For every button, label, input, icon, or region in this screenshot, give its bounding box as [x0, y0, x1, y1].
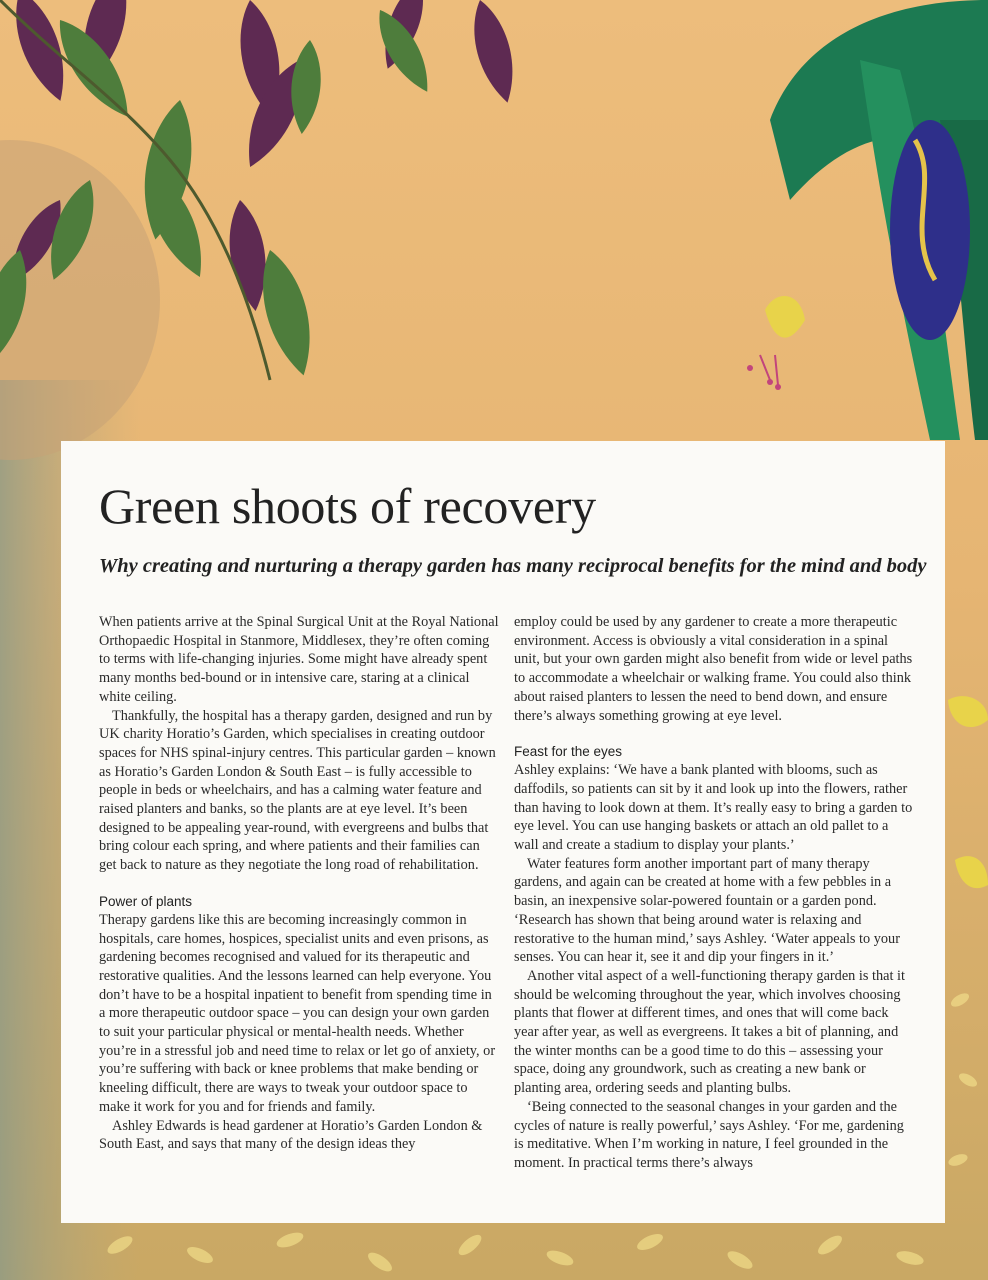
paragraph: Ashley explains: ‘We have a bank planted with blooms, such as daffodils, so patients can sit by it and look up into the flowers, rather than having to look down at them. It’s really easy to bring a garden to eye level. You can use hanging baskets or attach an old pallet to a wall and create a stadium to display your plants.’ — [514, 762, 913, 854]
paragraph: When patients arrive at the Spinal Surgical Unit at the Royal National Orthopaedic Hospital in Stanmore, Middlesex, they’re often coming to terms with life-changing injuries. Some might have already spent many months bed-bound or in intensive care, staring at a clinical white ceiling. — [99, 614, 499, 705]
paragraph: Thankfully, the hospital has a therapy garden, designed and run by UK charity Horatio’s Garden, which specialises in creating outdoor spaces for NHS spinal-injury centres. This particular garden – known as Horatio’s Garden London & South East – is fully accessible to people in beds or wheelchairs, and has a calming water feature and raised planters and banks, so the plants are at eye level. It’s been designed to be appealing year-round, with evergreens and bulbs that bring colour each spring, and where patients and their families can get back to nature as they negotiate the long road of rehabilitation. — [99, 707, 496, 874]
article-title: Green shoots of recovery — [99, 478, 596, 534]
paragraph: Therapy gardens like this are becoming increasingly common in hospitals, care homes, hospices, specialist units and even prisons, as gardening becomes recognised and valued for its therapeutic and restorative qualities. And the lessons learned can help everyone. You don’t have to be a hospital inpatient to benefit from spending time in a more therapeutic outdoor space – you can design your own garden to suit your particular physical or mental-health needs. Whether you’re in a stressful job and need time to relax or let go of anxiety, or you’re suffering with back or knee problems that make bending or kneeling difficult, there are ways to tweak your outdoor space to make it work for you and for friends and family. — [99, 911, 496, 1115]
right-column — [514, 613, 914, 1173]
article-card — [61, 441, 945, 1223]
section-heading: Power of plants — [99, 893, 193, 909]
section-heading: Feast for the eyes — [514, 744, 623, 760]
left-column — [99, 613, 499, 1154]
paragraph: Another vital aspect of a well-functioning therapy garden is that it should be welcoming throughout the year, which involves choosing plants that flower at different times, and ones that will come back year after year, as well as evergreens. It takes a bit of planning, and the winter months can be a good time to do this – assessing your space, doing any groundwork, such as creating a new bank or planting area, ordering seeds and planting bulbs. — [514, 967, 905, 1097]
paragraph: Water features form another important part of many therapy gardens, and again can be created at home with a few pebbles in a basin, an inexpensive solar-powered fountain or a garden pond. ‘Research has shown that being around water is relaxing and restorative to the human mind,’ says Ashley. ‘Water appeals to your senses. You can hear it, see it and dip your fingers in it.’ — [514, 855, 900, 966]
paragraph: employ could be used by any gardener to create a more therapeutic environment. Access is obviously a vital consideration in a spinal unit, but your own garden might also benefit from wide or level paths to accommodate a wheelchair or walking frame. You could also think about raised planters to lessen the need to bend down, and ensure there’s always something growing at eye level. — [514, 614, 913, 724]
article-subtitle: Why creating and nurturing a therapy garden has many reciprocal benefits for the mind and body — [99, 555, 927, 577]
paragraph: Ashley Edwards is head gardener at Horatio’s Garden London & South East, and says that many of the design ideas they — [99, 1117, 483, 1153]
paragraph: ‘Being connected to the seasonal changes in your garden and the cycles of nature is really powerful,’ says Ashley. ‘For me, gardening is meditative. When I’m working in nature, I feel grounded in the moment. In practical terms there’s always — [514, 1098, 904, 1171]
